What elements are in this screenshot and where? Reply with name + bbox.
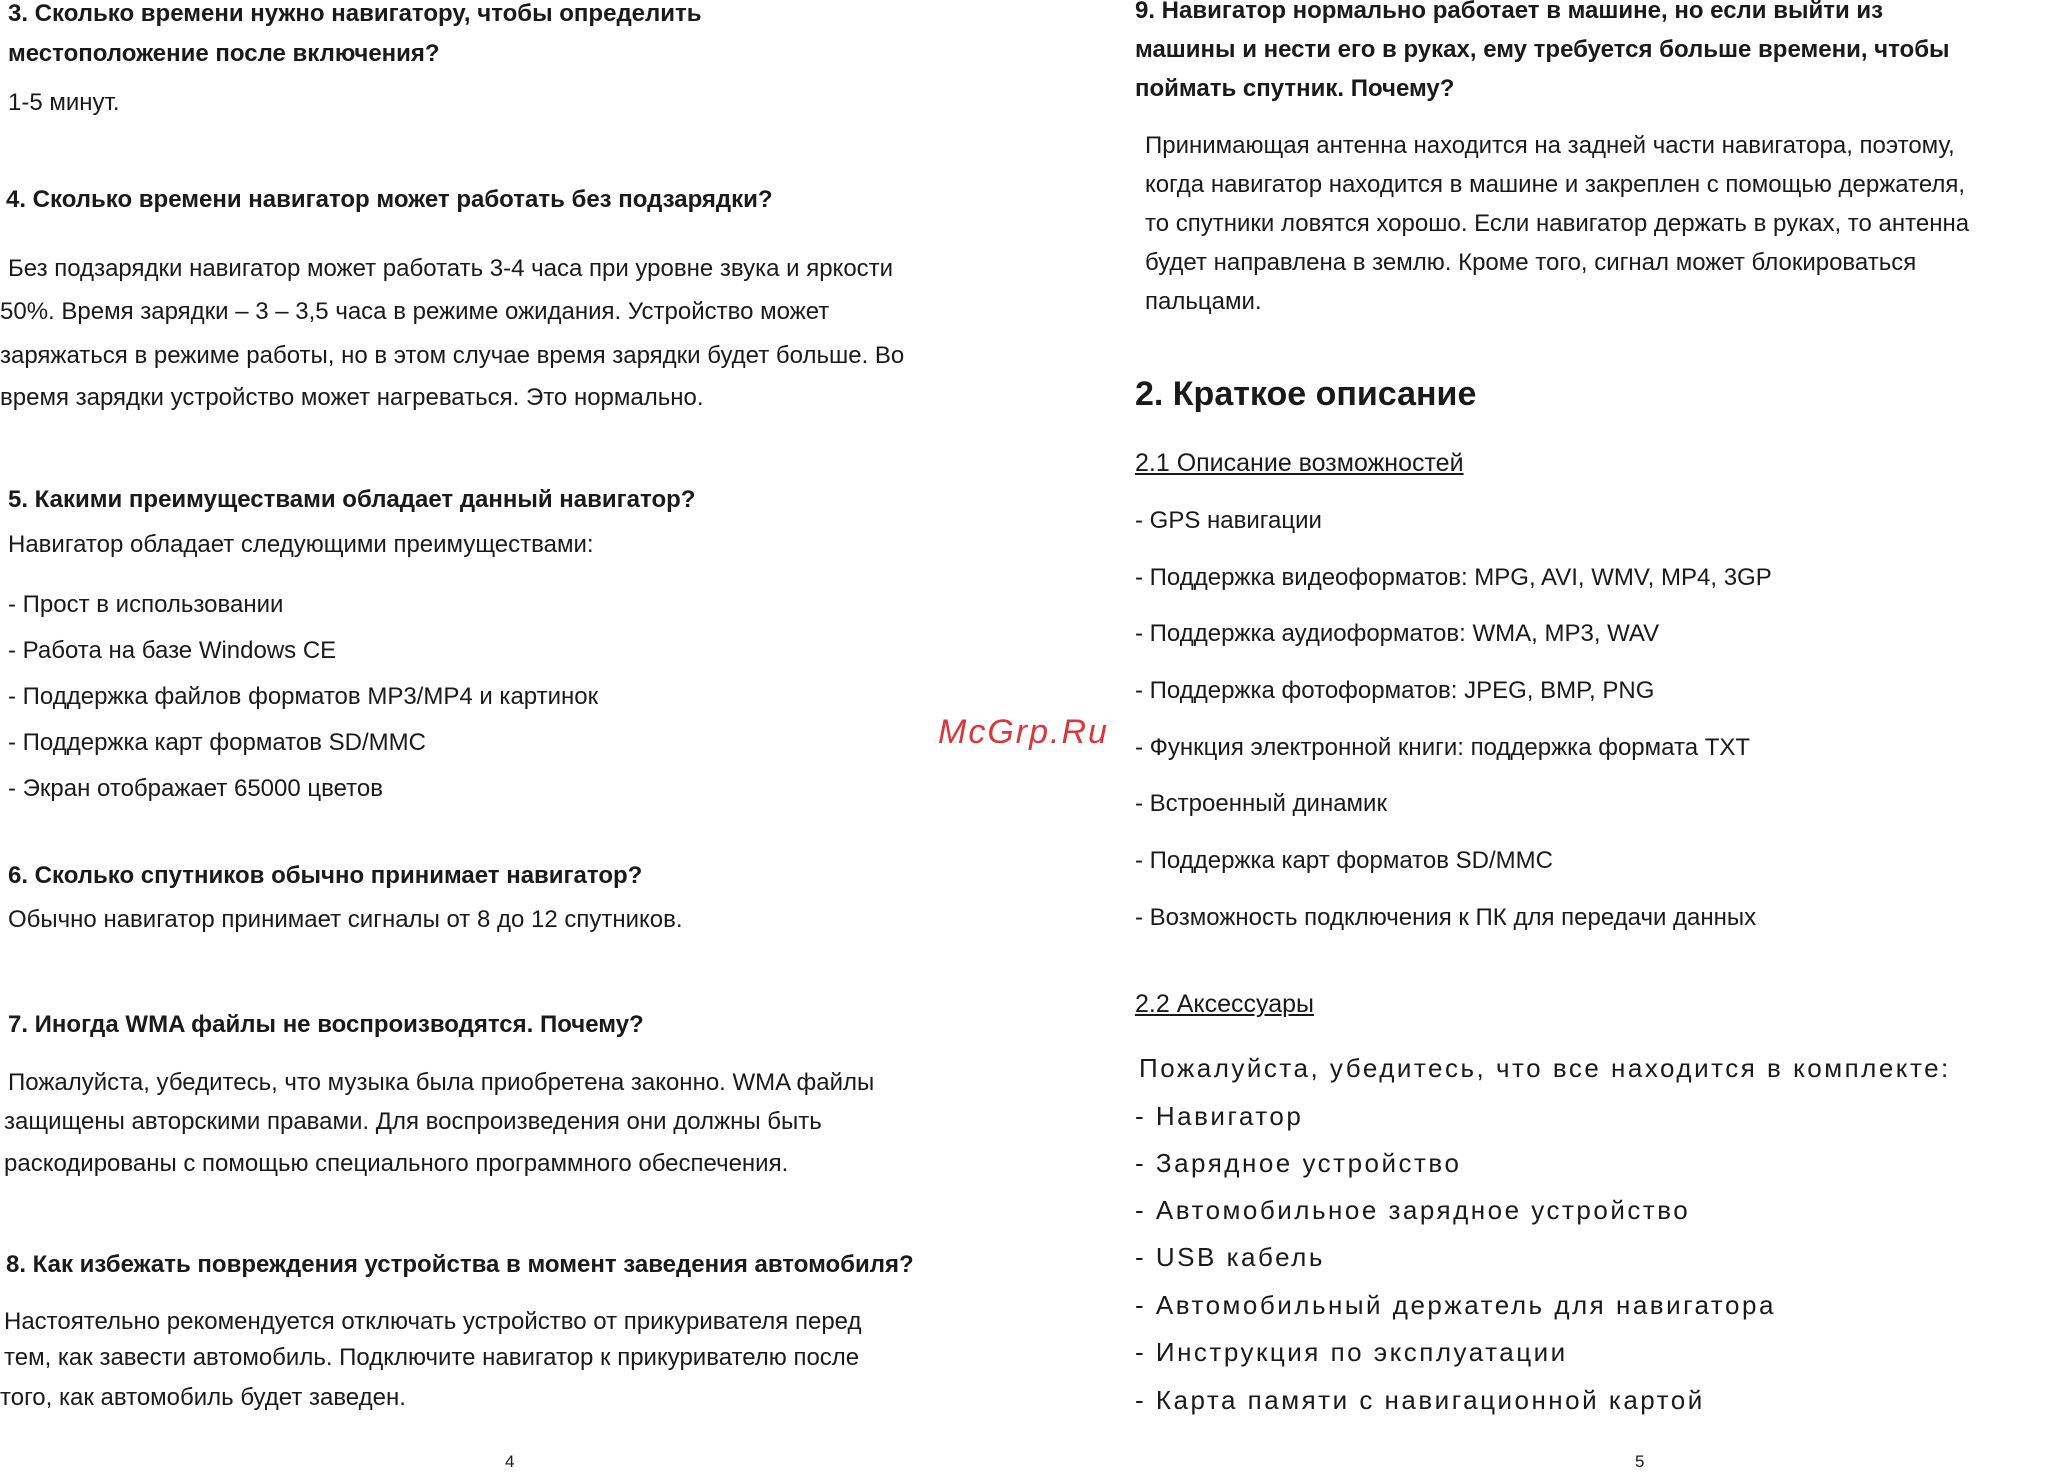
- question-5-item: - Поддержка карт форматов SD/MMC: [8, 729, 426, 756]
- question-4-title: 4. Сколько времени навигатор может работать без подзарядки?: [6, 186, 773, 213]
- feature-item: - Функция электронной книги: поддержка формата TXT: [1135, 734, 1751, 761]
- page-number-right: 5: [1635, 1452, 1645, 1471]
- question-8-title: 8. Как избежать повреждения устройства в момент заведения автомобиля?: [6, 1251, 914, 1278]
- question-8-answer-line-2: тем, как завести автомобиль. Подключите навигатор к прикуривателю после: [4, 1344, 860, 1371]
- section-title: 2. Краткое описание: [1135, 375, 1477, 413]
- question-3-title-line-2: местоположение после включения?: [8, 40, 440, 67]
- question-4-answer-line-2: 50%. Время зарядки – 3 – 3,5 часа в режиме ожидания. Устройство может: [0, 298, 830, 325]
- question-5-title: 5. Какими преимуществами обладает данный навигатор?: [8, 486, 696, 513]
- page-number-left: 4: [505, 1452, 515, 1471]
- question-7-title: 7. Иногда WMA файлы не воспроизводятся. Почему?: [8, 1011, 644, 1038]
- question-5-item: - Экран отображает 65000 цветов: [8, 775, 383, 802]
- question-5-item: - Работа на базе Windows CE: [8, 637, 337, 664]
- question-9-answer-line-4: будет направлена в землю. Кроме того, сигнал может блокироваться: [1145, 249, 1917, 276]
- question-3-answer: 1-5 минут.: [8, 89, 120, 116]
- features-subtitle: 2.1 Описание возможностей: [1135, 449, 1464, 477]
- accessories-intro: Пожалуйста, убедитесь, что все находится в комплекте:: [1139, 1053, 1951, 1083]
- question-9-title-line-1: 9. Навигатор нормально работает в машине, но если выйти из: [1135, 0, 1884, 24]
- question-8-answer-line-1: Настоятельно рекомендуется отключать устройство от прикуривателя перед: [4, 1308, 862, 1335]
- question-4-answer-line-1: Без подзарядки навигатор может работать 3-4 часа при уровне звука и яркости: [8, 255, 894, 282]
- accessory-item: - Инструкция по эксплуатации: [1135, 1337, 1568, 1367]
- question-5-intro: Навигатор обладает следующими преимуществами:: [8, 531, 594, 558]
- question-3-title-line-1: 3. Сколько времени нужно навигатору, чтобы определить: [8, 0, 702, 27]
- feature-item: - GPS навигации: [1135, 507, 1322, 534]
- accessory-item: - Навигатор: [1135, 1101, 1304, 1131]
- question-5-item: - Поддержка файлов форматов MP3/MP4 и картинок: [8, 683, 599, 710]
- accessory-item: - Зарядное устройство: [1135, 1148, 1462, 1178]
- question-9-answer-line-2: когда навигатор находится в машине и закреплен с помощью держателя,: [1145, 171, 1966, 198]
- question-7-answer-line-2: защищены авторскими правами. Для воспроизведения они должны быть: [4, 1108, 822, 1135]
- question-6-title: 6. Сколько спутников обычно принимает навигатор?: [8, 862, 643, 889]
- question-4-answer-line-4: время зарядки устройство может нагреваться. Это нормально.: [0, 384, 704, 411]
- question-9-answer-line-5: пальцами.: [1145, 288, 1262, 315]
- feature-item: - Поддержка карт форматов SD/MMC: [1135, 847, 1553, 874]
- feature-item: - Поддержка фотоформатов: JPEG, BMP, PNG: [1135, 677, 1655, 704]
- watermark: McGrp.Ru: [938, 713, 1109, 751]
- question-9-answer-line-3: то спутники ловятся хорошо. Если навигатор держать в руках, то антенна: [1145, 210, 1970, 237]
- question-9-title-line-3: поймать спутник. Почему?: [1135, 75, 1455, 102]
- question-8-answer-line-3: того, как автомобиль будет заведен.: [0, 1384, 406, 1411]
- feature-item: - Возможность подключения к ПК для передачи данных: [1135, 904, 1757, 931]
- feature-item: - Поддержка аудиоформатов: WMA, MP3, WAV: [1135, 620, 1660, 647]
- question-7-answer-line-3: раскодированы с помощью специального программного обеспечения.: [4, 1150, 789, 1177]
- feature-item: - Поддержка видеоформатов: MPG, AVI, WMV, MP4, 3GP: [1135, 564, 1772, 591]
- accessory-item: - Карта памяти с навигационной картой: [1135, 1385, 1705, 1415]
- feature-item: - Встроенный динамик: [1135, 790, 1387, 817]
- accessory-item: - Автомобильный держатель для навигатора: [1135, 1290, 1776, 1320]
- accessory-item: - USB кабель: [1135, 1242, 1325, 1272]
- question-6-answer: Обычно навигатор принимает сигналы от 8 до 12 спутников.: [8, 906, 683, 933]
- question-5-item: - Прост в использовании: [8, 591, 284, 618]
- accessories-subtitle: 2.2 Аксессуары: [1135, 990, 1314, 1018]
- question-9-answer-line-1: Принимающая антенна находится на задней части навигатора, поэтому,: [1145, 132, 1955, 159]
- question-7-answer-line-1: Пожалуйста, убедитесь, что музыка была приобретена законно. WMA файлы: [8, 1069, 875, 1096]
- question-9-title-line-2: машины и нести его в руках, ему требуется больше времени, чтобы: [1135, 36, 1950, 63]
- question-4-answer-line-3: заряжаться в режиме работы, но в этом случае время зарядки будет больше. Во: [0, 342, 905, 369]
- accessory-item: - Автомобильное зарядное устройство: [1135, 1195, 1691, 1225]
